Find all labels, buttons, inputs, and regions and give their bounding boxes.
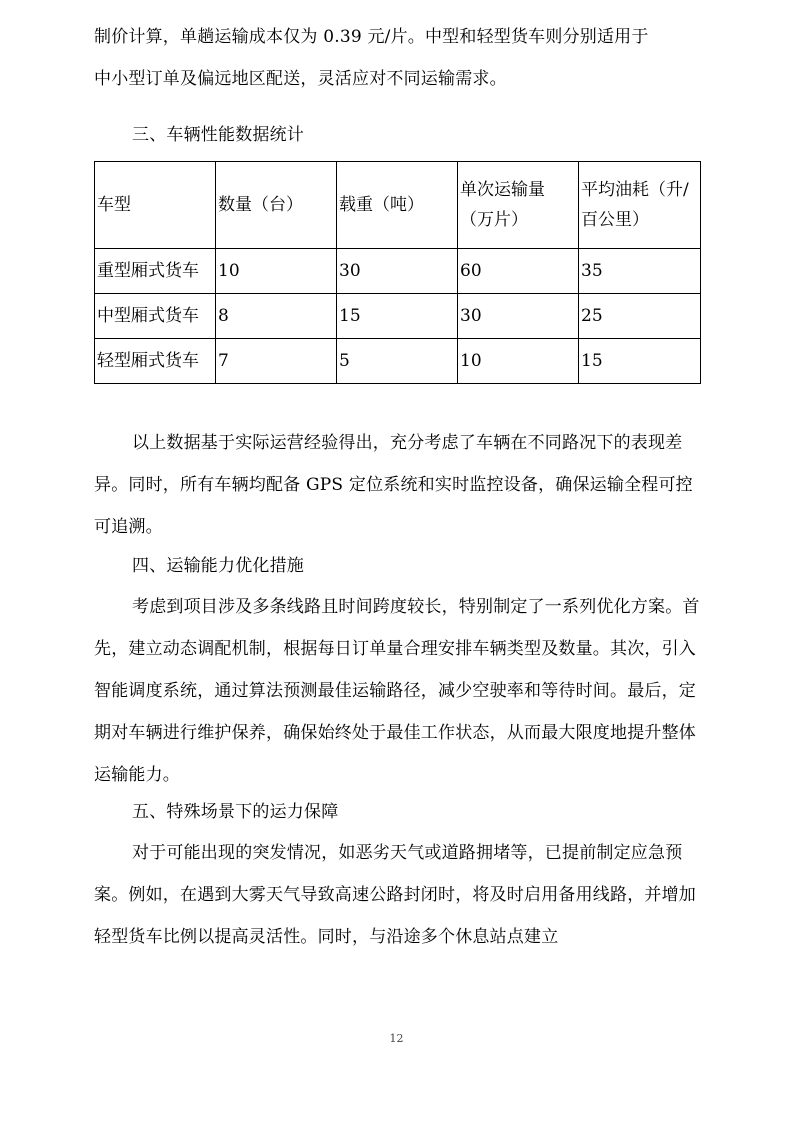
table-cell: 中型厢式货车 [95,294,216,339]
table-cell: 轻型厢式货车 [95,339,216,384]
paragraph-pricing-line2: 中小型订单及偏远地区配送，灵活应对不同运输需求。 [94,69,507,89]
section-heading-5: 五、特殊场景下的运力保障 [132,802,339,822]
table-row [95,294,701,339]
table-cell: 15 [337,294,458,339]
paragraph-special-scenarios: 对于可能出现的突发情况，如恶劣天气或道路拥堵等，已提前制定应急预案。例如，在遇到大雾天气导致高速公路封闭时，将及时启用备用线路，并增加轻型货车比例以提高灵活性。同时，与沿途多个休息站点建立 [94,843,696,947]
table-header-cell: 载重（吨） [337,162,458,249]
table-cell: 30 [458,294,579,339]
paragraph-pricing [94,16,700,100]
table-cell: 60 [458,249,579,294]
vehicle-performance-table [94,161,701,384]
paragraph-data-basis: 以上数据基于实际运营经验得出，充分考虑了车辆在不同路况下的表现差异。同时，所有车辆均配备 GPS 定位系统和实时监控设备，确保运输全程可控可追溯。 [94,433,693,537]
table-header-cell: 数量（台） [216,162,337,249]
table-header-cell: 车型 [95,162,216,249]
table-cell: 8 [216,294,337,339]
table-cell: 25 [579,294,701,339]
table-cell: 10 [216,249,337,294]
table-cell: 30 [337,249,458,294]
page-number: 12 [389,1032,404,1045]
table-header-row [95,162,701,249]
table-cell: 35 [579,249,701,294]
table-cell: 15 [579,339,701,384]
table-cell: 10 [458,339,579,384]
table-header-cell: 单次运输量（万片） [458,162,579,249]
section-heading-4: 四、运输能力优化措施 [132,556,304,576]
table-cell: 5 [337,339,458,384]
section-heading-3: 三、车辆性能数据统计 [132,125,304,145]
table-row [95,339,701,384]
table-cell: 重型厢式货车 [95,249,216,294]
paragraph-optimization: 考虑到项目涉及多条线路且时间跨度较长，特别制定了一系列优化方案。首先，建立动态调配机制，根据每日订单量合理安排车辆类型及数量。其次，引入智能调度系统，通过算法预测最佳运输路径，减少空驶率和等待时间。最后，定期对车辆进行维护保养，确保始终处于最佳工作状态，从而最大限度地提升整体运输能力。 [94,597,700,785]
table-header-cell: 平均油耗（升/百公里） [579,162,701,249]
table-row [95,249,701,294]
paragraph-pricing-line1: 制价计算，单趟运输成本仅为 0.39 元/片。中型和轻型货车则分别适用于 [94,27,649,47]
table-cell: 7 [216,339,337,384]
